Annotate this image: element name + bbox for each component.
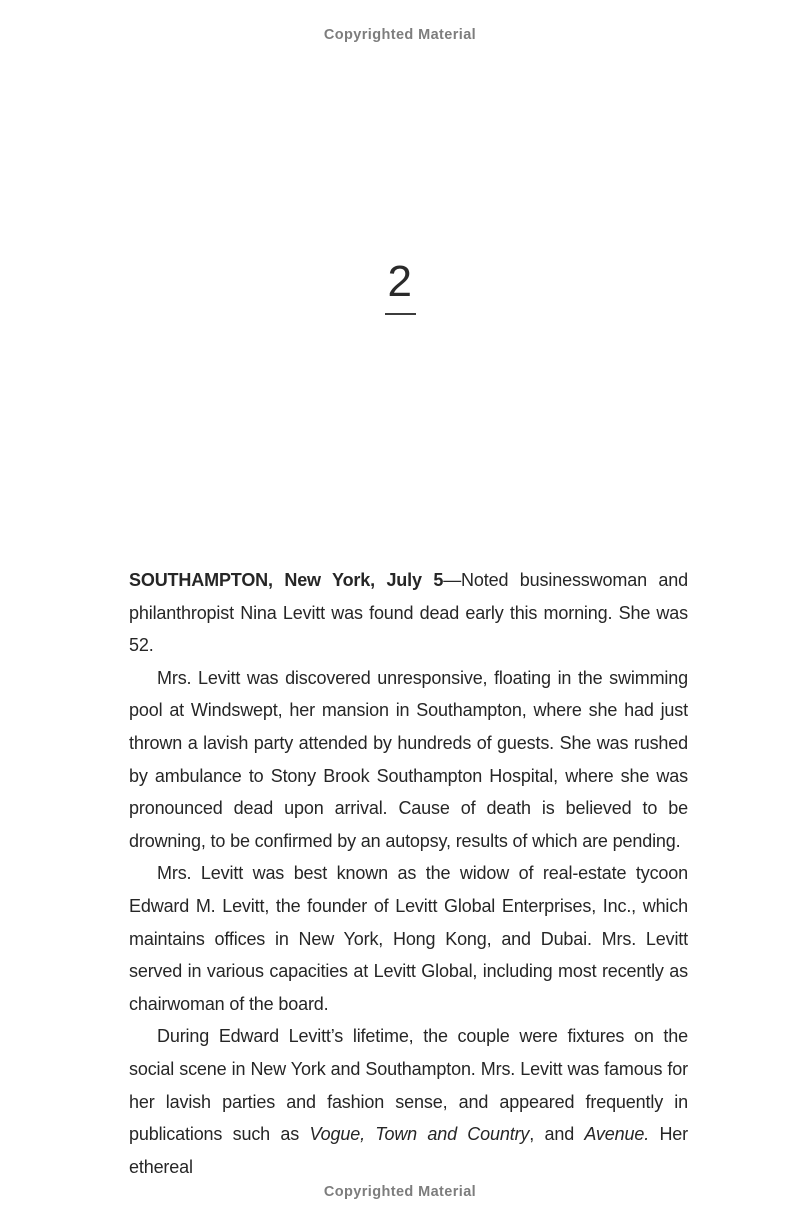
- copyright-notice-top: Copyrighted Material: [323, 27, 477, 43]
- body-text: [129, 564, 688, 1183]
- paragraph: [129, 662, 688, 858]
- chapter-number: 2: [387, 257, 413, 306]
- text-segment: , and: [529, 1124, 585, 1145]
- chapter-rule: [385, 313, 416, 315]
- text-segment: Vogue, Town and Country: [309, 1124, 530, 1145]
- paragraph: [129, 1020, 688, 1183]
- text-segment: —Noted businesswoman and philanthropist Nina Levitt was found dead early this morning. She was 52.: [129, 570, 688, 656]
- text-segment: Avenue.: [584, 1124, 650, 1145]
- paragraph: [129, 857, 688, 1020]
- text-segment: Mrs. Levitt was discovered unresponsive, floating in the swimming pool at Windswept, her mansion in Southampton, where she had just thrown a lavish party attended by hundreds of guests. She was rushed by ambulance to Stony Brook Southampton Hospital, where she was pronounced dead upon arrival. Cause of death is believed to be drowning, to be confirmed by an autopsy, results of which are pending.: [129, 667, 688, 851]
- copyright-notice-bottom: Copyrighted Material: [323, 1184, 477, 1200]
- chapter-heading: [0, 257, 800, 315]
- text-segment: During Edward Levitt’s lifetime, the couple were fixtures on the social scene in New York and Southampton. Mrs. Levitt was famous for her lavish parties and fashion sense, and appeared frequently in publications such as: [129, 1026, 688, 1145]
- text-segment: Her ethereal: [129, 1124, 688, 1177]
- paragraph: [129, 564, 688, 662]
- text-segment: SOUTHAMPTON, New York, July 5: [129, 570, 444, 590]
- text-segment: Mrs. Levitt was best known as the widow of real-estate tycoon Edward M. Levitt, the founder of Levitt Global Enterprises, Inc., which maintains offices in New York, Hong Kong, and Dubai. Mrs. Levitt served in various capacities at Levitt Global, including most recently as chairwoman of the board.: [129, 863, 688, 1014]
